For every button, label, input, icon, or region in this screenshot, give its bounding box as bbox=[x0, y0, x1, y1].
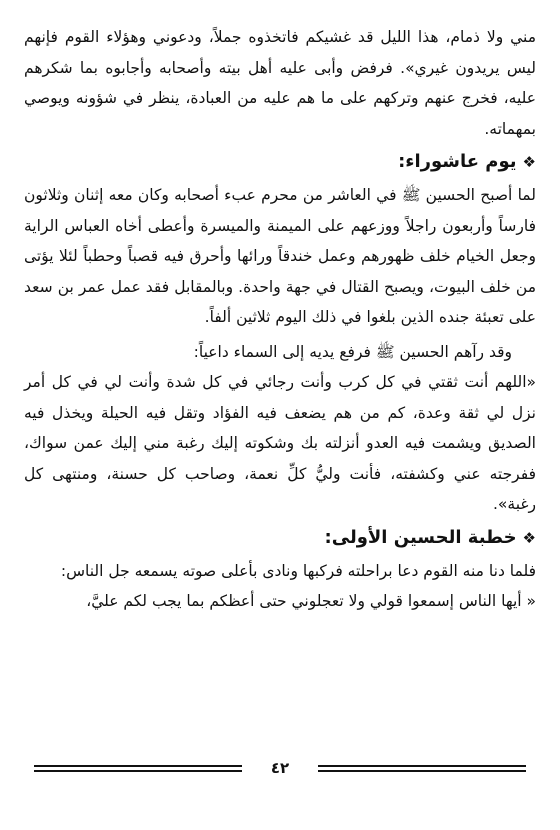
heading-ashura-text: يوم عاشوراء: bbox=[398, 151, 517, 172]
section-heading-sermon bbox=[24, 520, 536, 556]
page-footer bbox=[34, 759, 526, 793]
paragraph-2: لما أصبح الحسين ﷺ في العاشر من محرم عبء أصحابه وكان معه إثنان وثلاثون فارساً وأربعون راجلاً ووزعهم على الميمنة والميسرة وأعطى أخاه العباس الراية وجعل الخيام خلف ظهورهم وعمل خندقاً ورائها وأحرق فيه قصباً وحطباً لئلا يؤتى من خلف البيوت، ويصبح القتال في جهة واحدة. وبالمقابل فقد عمل عمر بن سعد على تعبئة جنده الذين بلغوا في ذلك اليوم ثلاثين ألفاً. bbox=[24, 186, 536, 326]
diamond-bullet-icon: ❖ bbox=[522, 528, 536, 547]
paragraph-4: «اللهم أنت ثقتي في كل كرب وأنت رجائي في كل شدة وأنت لي في كل أمر نزل لي ثقة وعدة، كم من هم يضعف فيه الفؤاد وتقل فيه الحيلة ويخذل فيه الصديق ويشمت فيه العدو أنزلته بك وشكوته إليك رغبة مني إليك عمن سواك، ففرجته عني وكشفته، فأنت وليُّ كلِّ نعمة، وصاحب كل حسنة، ومنتهى كل رغبة». bbox=[24, 373, 536, 513]
section-heading-ashura bbox=[24, 144, 536, 180]
heading-sermon-text: خطبة الحسين الأولى: bbox=[324, 526, 517, 548]
page-number: ٤٢ bbox=[270, 759, 290, 777]
paragraph-6: « أيها الناس إسمعوا قولي ولا تعجلوني حتى أعظكم بما يجب لكم عليَّ، bbox=[86, 592, 536, 610]
body-text bbox=[24, 22, 536, 617]
paragraph-5: فلما دنا منه القوم دعا براحلته فركبها ونادى بأعلى صوته يسمعه جل الناس: bbox=[60, 561, 536, 580]
diamond-bullet-icon: ❖ bbox=[522, 153, 536, 171]
paragraph-1: مني ولا ذمام، هذا الليل قد غشيكم فاتخذوه جملاً، ودعوني وهؤلاء القوم فإنهم ليس يريدون غيري». فرفض وأبى عليه أهل بيته وأصحابه وأجابوه بما شكرهم عليه، فخرج عنهم وتركهم على ما هم عليه من العبادة، ينظر في شؤونه ويوصي بمهماته. bbox=[24, 28, 536, 138]
paragraph-3: وقد رآهم الحسين ﷺ فرفع يديه إلى السماء داعياً: bbox=[193, 342, 512, 361]
